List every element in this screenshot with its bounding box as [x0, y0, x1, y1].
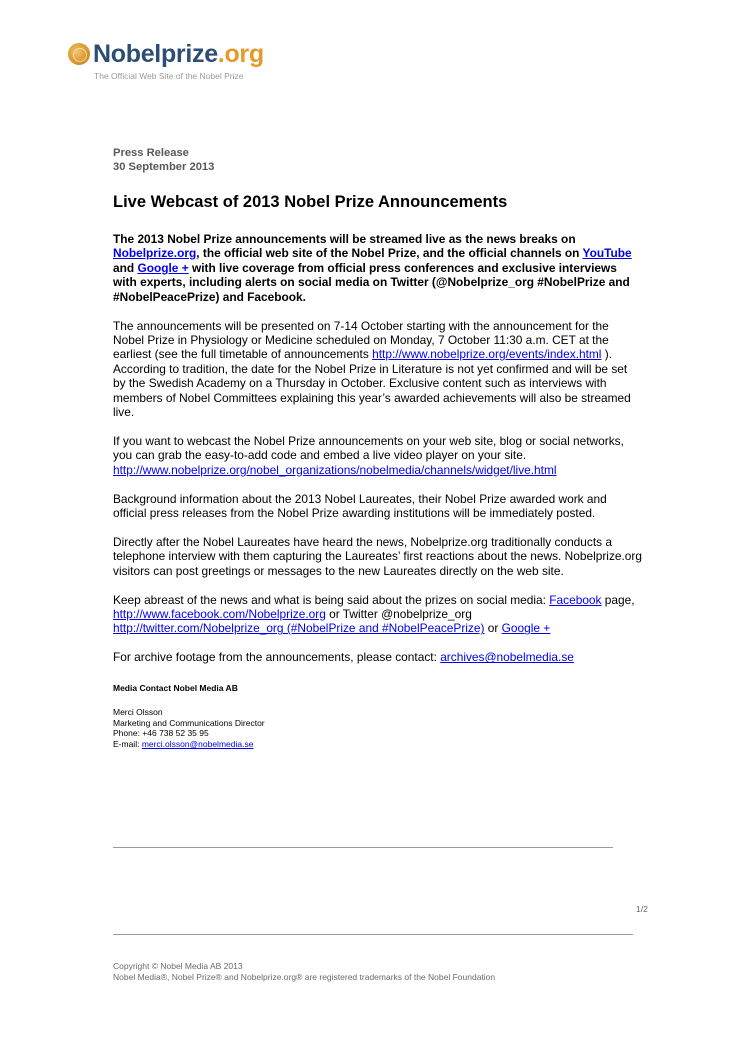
lede-text-4: with live coverage from official press conferences and exclusive interviews with experts, including alerts on social media on Twitter (@Nobelprize_org #NobelPrize and #NobelPeacePrize) and Facebook. [113, 260, 630, 304]
social-text-3: or Twitter @nobelprize_org [325, 607, 472, 622]
logo[interactable] [68, 40, 264, 81]
webcast-text: If you want to webcast the Nobel Prize announcements on your web site, blog or social networks, you can grab the easy-to-add code and embed a live video player on your site. [113, 433, 624, 463]
lede-text-2: , the official web site of the Nobel Prize, and the official channels on [196, 246, 583, 261]
widget-link[interactable]: http://www.nobelprize.org/nobel_organizations/nobelmedia/channels/widget/live.html [113, 462, 557, 477]
social-text-2: page, [601, 592, 635, 607]
contact-name: Merci Olsson [113, 707, 163, 718]
social-text-1: Keep abreast of the news and what is being said about the prizes on social media: [113, 592, 550, 607]
media-contact [113, 683, 643, 750]
divider [113, 847, 613, 848]
nobel-medal-icon [68, 43, 90, 65]
page-title: Live Webcast of 2013 Nobel Prize Announcements [113, 193, 508, 211]
timetable-link[interactable]: http://www.nobelprize.org/events/index.html [372, 347, 602, 362]
logo-mark [68, 40, 264, 68]
contact-email-line [113, 739, 643, 750]
lede-text-1: The 2013 Nobel Prize announcements will be streamed live as the news breaks on [113, 232, 576, 246]
twitter-link[interactable]: http://twitter.com/Nobelprize_org (#NobelPrize and #NobelPeacePrize) [113, 621, 485, 636]
release-type: Press Release [113, 147, 189, 159]
footer-divider [113, 934, 633, 935]
archive-text: For archive footage from the announcements, please contact: [113, 650, 441, 665]
social-text-4: or [484, 621, 502, 636]
lede-paragraph [113, 232, 643, 304]
logo-tagline: The Official Web Site of the Nobel Prize [94, 71, 244, 81]
google-plus-link-2[interactable]: Google + [501, 621, 551, 636]
contact-heading: Media Contact Nobel Media AB [113, 682, 238, 693]
youtube-link[interactable]: YouTube [582, 246, 632, 261]
contact-email-label: E-mail: [113, 738, 142, 749]
logo-name: Nobelprize [93, 39, 218, 68]
footer-copyright: Copyright © Nobel Media AB 2013 [113, 961, 243, 971]
contact-phone: Phone: +46 738 52 35 95 [113, 728, 209, 739]
logo-tld: .org [217, 39, 264, 68]
nobelprize-link[interactable]: Nobelprize.org [113, 246, 197, 261]
document-body [113, 146, 643, 749]
archive-paragraph [113, 650, 643, 664]
interview-paragraph: Directly after the Nobel Laureates have heard the news, Nobelprize.org traditionally conducts a telephone interview with them capturing the Laureates’ first reactions about the news. Nobelprize.org visitors can post greetings or messages to the new Laureates directly on the web site. [113, 534, 642, 578]
facebook-url-link[interactable]: http://www.facebook.com/Nobelprize.org [113, 607, 326, 622]
facebook-link[interactable]: Facebook [549, 592, 602, 607]
contact-role: Marketing and Communications Director [113, 717, 265, 728]
page-number: 1/2 [636, 904, 648, 914]
lede-text-3: and [113, 260, 138, 275]
contact-email-link[interactable]: merci.olsson@nobelmedia.se [141, 738, 254, 749]
announcements-text-2: ). According to tradition, the date for the Nobel Prize in Literature is not yet confirmed and will be set by the Swedish Academy on a Thursday in October. Exclusive content such as interviews with members of Nobel Committees explaining this year’s awarded achievements will also be streamed live. [113, 347, 631, 419]
background-paragraph: Background information about the 2013 Nobel Laureates, their Nobel Prize awarded work and official press releases from the Nobel Prize awarding institutions will be immediately posted. [113, 491, 607, 520]
footer [113, 961, 495, 983]
announcements-text-1: The announcements will be presented on 7-14 October starting with the announcement for the Nobel Prize in Physiology or Medicine scheduled on Monday, 7 October 11:30 a.m. CET at the earliest (see the full timetable of announcements [113, 318, 609, 362]
announcements-paragraph [113, 319, 643, 420]
footer-trademarks: Nobel Media®, Nobel Prize® and Nobelprize.org® are registered trademarks of the Nobel Foundation [113, 972, 496, 982]
google-plus-link[interactable]: Google + [137, 260, 189, 275]
social-media-paragraph [113, 593, 643, 636]
archives-email-link[interactable]: archives@nobelmedia.se [440, 650, 574, 665]
webcast-paragraph [113, 434, 643, 477]
release-date: 30 September 2013 [113, 161, 215, 173]
